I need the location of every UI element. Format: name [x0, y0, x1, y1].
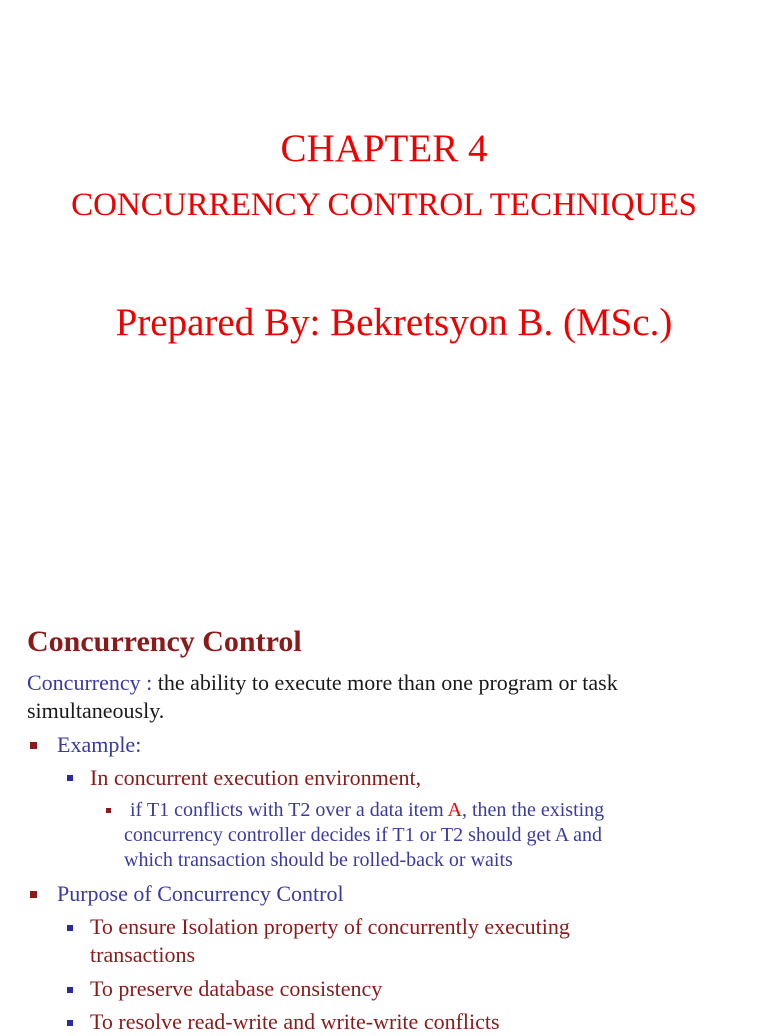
- purpose-label: Purpose of Concurrency Control: [57, 881, 344, 906]
- definition-text: the ability to execute more than one program or task: [152, 670, 618, 695]
- example-detail-line3: which transaction should be rolled-back or waits: [124, 849, 513, 871]
- square-bullet-icon: [67, 775, 73, 781]
- purpose-item-2: To preserve database consistency: [90, 976, 383, 1001]
- square-bullet-icon: [67, 987, 73, 993]
- example-detail-line1: [130, 798, 604, 823]
- example-sub-item: In concurrent execution environment,: [90, 765, 422, 790]
- square-bullet-icon: [30, 891, 37, 898]
- section-heading: Concurrency Control: [27, 625, 302, 658]
- definition-line: [27, 669, 618, 697]
- purpose-item-3: To resolve read-write and write-write conflicts: [90, 1009, 500, 1034]
- purpose-item-1: To ensure Isolation property of concurrently executing: [90, 914, 570, 939]
- square-bullet-icon: [30, 742, 37, 749]
- square-bullet-icon: [67, 1020, 73, 1026]
- definition-term: Concurrency :: [27, 670, 153, 695]
- square-bullet-icon: [106, 808, 111, 813]
- detail-text-pre: if T1 conflicts with T2 over a data item: [130, 799, 448, 821]
- author-credit: Prepared By: Bekretsyon B. (MSc.): [115, 301, 673, 344]
- detail-text-post: , then the existing: [461, 799, 605, 821]
- example-label: Example:: [57, 732, 142, 757]
- data-item-highlight: A: [447, 799, 462, 821]
- example-detail-line2: concurrency controller decides if T1 or T2 should get A and: [124, 824, 603, 846]
- definition-continuation: simultaneously.: [27, 698, 165, 723]
- content-slide: [0, 580, 768, 1034]
- chapter-title: CHAPTER 4: [280, 127, 488, 170]
- chapter-subtitle: CONCURRENCY CONTROL TECHNIQUES: [71, 187, 697, 223]
- square-bullet-icon: [67, 925, 73, 931]
- purpose-item-1-continuation: transactions: [90, 942, 196, 967]
